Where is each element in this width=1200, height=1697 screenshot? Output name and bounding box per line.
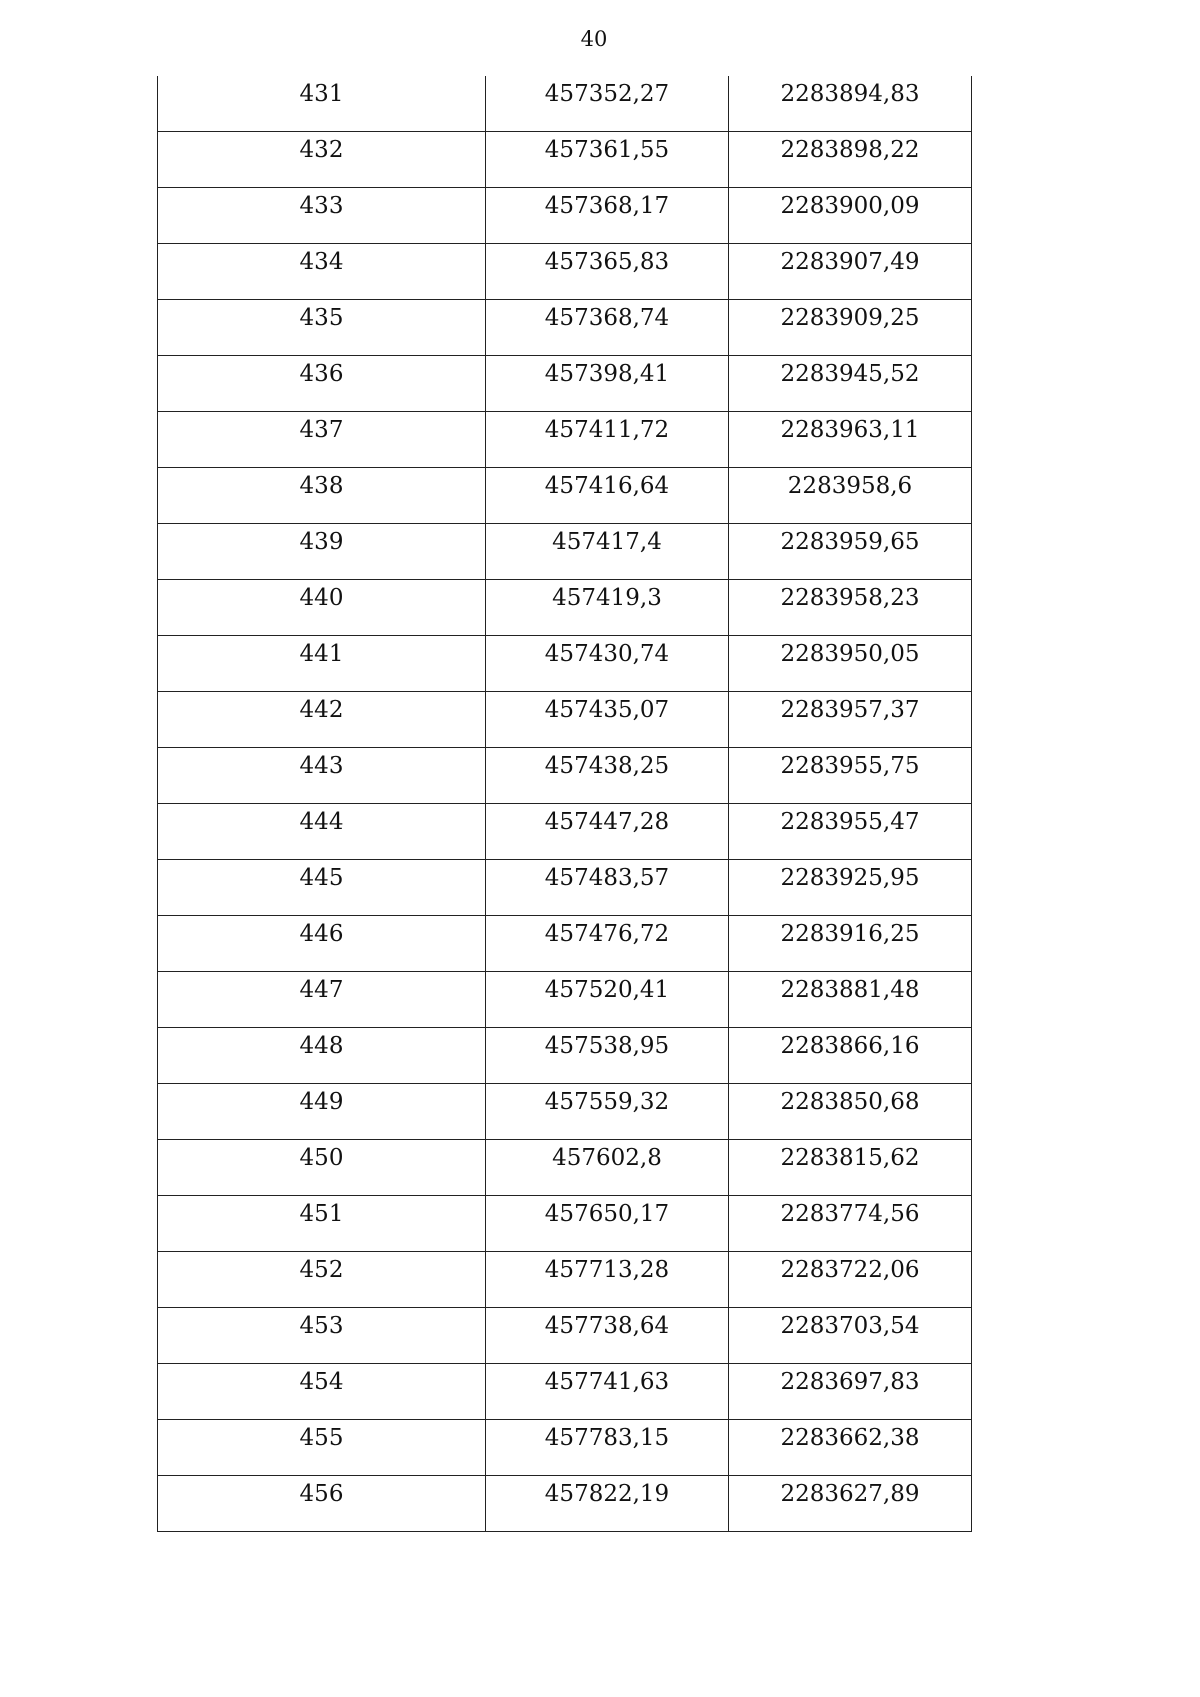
- table-row: [158, 1140, 972, 1196]
- point-number-cell: 437: [158, 412, 486, 468]
- point-number-cell: 436: [158, 356, 486, 412]
- point-number-cell: 443: [158, 748, 486, 804]
- table-row: [158, 188, 972, 244]
- y-coordinate-cell: 2283925,95: [729, 860, 972, 916]
- table-row: [158, 1252, 972, 1308]
- y-coordinate-cell: 2283955,47: [729, 804, 972, 860]
- point-number-cell: 438: [158, 468, 486, 524]
- point-number-cell: 442: [158, 692, 486, 748]
- point-number-cell: 432: [158, 132, 486, 188]
- x-coordinate-cell: 457476,72: [486, 916, 729, 972]
- x-coordinate-cell: 457738,64: [486, 1308, 729, 1364]
- table-row: [158, 1028, 972, 1084]
- point-number-cell: 448: [158, 1028, 486, 1084]
- table-row: [158, 1364, 972, 1420]
- x-coordinate-cell: 457559,32: [486, 1084, 729, 1140]
- y-coordinate-cell: 2283898,22: [729, 132, 972, 188]
- point-number-cell: 435: [158, 300, 486, 356]
- x-coordinate-cell: 457822,19: [486, 1476, 729, 1532]
- table-row: [158, 636, 972, 692]
- x-coordinate-cell: 457368,74: [486, 300, 729, 356]
- y-coordinate-cell: 2283909,25: [729, 300, 972, 356]
- x-coordinate-cell: 457783,15: [486, 1420, 729, 1476]
- x-coordinate-cell: 457435,07: [486, 692, 729, 748]
- x-coordinate-cell: 457417,4: [486, 524, 729, 580]
- y-coordinate-cell: 2283697,83: [729, 1364, 972, 1420]
- y-coordinate-cell: 2283815,62: [729, 1140, 972, 1196]
- table-row: [158, 1420, 972, 1476]
- table-row: [158, 76, 972, 132]
- table-row: [158, 468, 972, 524]
- y-coordinate-cell: 2283959,65: [729, 524, 972, 580]
- y-coordinate-cell: 2283900,09: [729, 188, 972, 244]
- coordinates-table-body: [158, 76, 972, 1532]
- table-row: [158, 860, 972, 916]
- x-coordinate-cell: 457538,95: [486, 1028, 729, 1084]
- table-row: [158, 1308, 972, 1364]
- y-coordinate-cell: 2283945,52: [729, 356, 972, 412]
- point-number-cell: 447: [158, 972, 486, 1028]
- point-number-cell: 449: [158, 1084, 486, 1140]
- table-row: [158, 524, 972, 580]
- y-coordinate-cell: 2283850,68: [729, 1084, 972, 1140]
- y-coordinate-cell: 2283774,56: [729, 1196, 972, 1252]
- point-number-cell: 444: [158, 804, 486, 860]
- table-row: [158, 1476, 972, 1532]
- x-coordinate-cell: 457438,25: [486, 748, 729, 804]
- point-number-cell: 433: [158, 188, 486, 244]
- table-row: [158, 1084, 972, 1140]
- y-coordinate-cell: 2283894,83: [729, 76, 972, 132]
- point-number-cell: 431: [158, 76, 486, 132]
- y-coordinate-cell: 2283958,6: [729, 468, 972, 524]
- x-coordinate-cell: 457398,41: [486, 356, 729, 412]
- x-coordinate-cell: 457361,55: [486, 132, 729, 188]
- y-coordinate-cell: 2283627,89: [729, 1476, 972, 1532]
- x-coordinate-cell: 457447,28: [486, 804, 729, 860]
- page-number: 40: [580, 27, 608, 51]
- point-number-cell: 451: [158, 1196, 486, 1252]
- y-coordinate-cell: 2283950,05: [729, 636, 972, 692]
- x-coordinate-cell: 457368,17: [486, 188, 729, 244]
- table-row: [158, 1196, 972, 1252]
- y-coordinate-cell: 2283703,54: [729, 1308, 972, 1364]
- x-coordinate-cell: 457430,74: [486, 636, 729, 692]
- y-coordinate-cell: 2283955,75: [729, 748, 972, 804]
- point-number-cell: 456: [158, 1476, 486, 1532]
- y-coordinate-cell: 2283907,49: [729, 244, 972, 300]
- x-coordinate-cell: 457352,27: [486, 76, 729, 132]
- table-row: [158, 804, 972, 860]
- y-coordinate-cell: 2283866,16: [729, 1028, 972, 1084]
- point-number-cell: 434: [158, 244, 486, 300]
- y-coordinate-cell: 2283881,48: [729, 972, 972, 1028]
- table-row: [158, 580, 972, 636]
- point-number-cell: 454: [158, 1364, 486, 1420]
- x-coordinate-cell: 457419,3: [486, 580, 729, 636]
- x-coordinate-cell: 457483,57: [486, 860, 729, 916]
- table-row: [158, 300, 972, 356]
- table-row: [158, 692, 972, 748]
- table-row: [158, 244, 972, 300]
- x-coordinate-cell: 457520,41: [486, 972, 729, 1028]
- x-coordinate-cell: 457411,72: [486, 412, 729, 468]
- y-coordinate-cell: 2283957,37: [729, 692, 972, 748]
- coordinates-table: [157, 76, 972, 1532]
- point-number-cell: 446: [158, 916, 486, 972]
- point-number-cell: 445: [158, 860, 486, 916]
- y-coordinate-cell: 2283662,38: [729, 1420, 972, 1476]
- x-coordinate-cell: 457650,17: [486, 1196, 729, 1252]
- table-row: [158, 356, 972, 412]
- table-row: [158, 132, 972, 188]
- y-coordinate-cell: 2283963,11: [729, 412, 972, 468]
- x-coordinate-cell: 457602,8: [486, 1140, 729, 1196]
- table-row: [158, 748, 972, 804]
- point-number-cell: 440: [158, 580, 486, 636]
- table-row: [158, 916, 972, 972]
- point-number-cell: 439: [158, 524, 486, 580]
- y-coordinate-cell: 2283916,25: [729, 916, 972, 972]
- point-number-cell: 450: [158, 1140, 486, 1196]
- point-number-cell: 452: [158, 1252, 486, 1308]
- point-number-cell: 453: [158, 1308, 486, 1364]
- x-coordinate-cell: 457713,28: [486, 1252, 729, 1308]
- x-coordinate-cell: 457365,83: [486, 244, 729, 300]
- table-row: [158, 972, 972, 1028]
- point-number-cell: 441: [158, 636, 486, 692]
- y-coordinate-cell: 2283958,23: [729, 580, 972, 636]
- table-row: [158, 412, 972, 468]
- x-coordinate-cell: 457741,63: [486, 1364, 729, 1420]
- x-coordinate-cell: 457416,64: [486, 468, 729, 524]
- point-number-cell: 455: [158, 1420, 486, 1476]
- y-coordinate-cell: 2283722,06: [729, 1252, 972, 1308]
